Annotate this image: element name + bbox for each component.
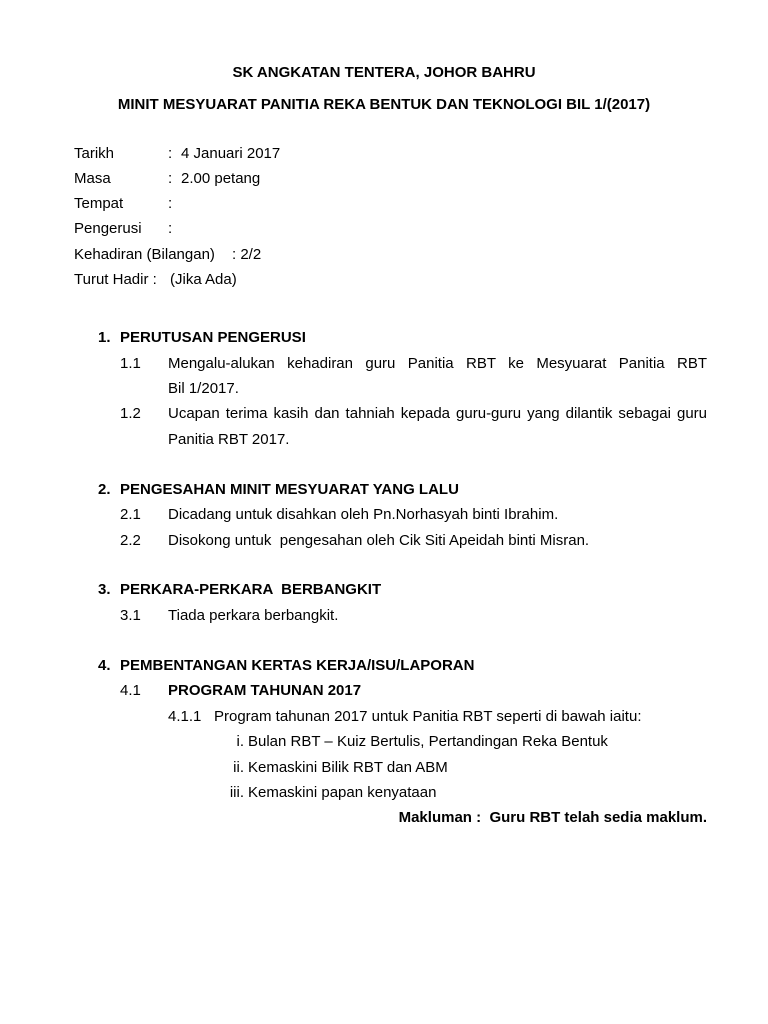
item-1-1-number: 1.1: [120, 355, 141, 372]
section-2-title: PENGESAHAN MINIT MESYUARAT YANG LALU: [120, 481, 459, 498]
pengerusi-label: Pengerusi: [74, 220, 142, 237]
tempat-sep: :: [168, 195, 173, 212]
item-1-1-text-cont: Bil 1/2017.: [168, 380, 239, 397]
list-item-number: i.: [236, 733, 244, 750]
item-3-1-text: Tiada perkara berbangkit.: [168, 607, 339, 624]
document-title: MINIT MESYUARAT PANITIA REKA BENTUK DAN TEKNOLOGI BIL 1/(2017): [117, 96, 651, 113]
section-3-number: 3.: [98, 581, 111, 598]
list-item-number: ii.: [233, 759, 244, 776]
item-2-1-text: Dicadang untuk disahkan oleh Pn.Norhasyah binti Ibrahim.: [168, 506, 559, 523]
list-item-text: Kemaskini Bilik RBT dan ABM: [248, 759, 448, 776]
masa-label: Masa: [74, 170, 111, 187]
item-1-2-text: Ucapan terima kasih dan tahniah kepada guru-guru yang dilantik sebagai guru: [168, 405, 707, 422]
turut-hadir-value: (Jika Ada): [170, 271, 237, 288]
masa-value: 2.00 petang: [181, 170, 261, 187]
masa-sep: :: [168, 170, 173, 187]
item-2-2-number: 2.2: [120, 532, 141, 549]
list-item-number: iii.: [229, 784, 244, 801]
item-4-1-1-number: 4.1.1: [168, 708, 202, 725]
item-1-2-number: 1.2: [120, 405, 141, 422]
section-2-number: 2.: [98, 481, 111, 498]
tempat-label: Tempat: [74, 195, 124, 212]
pengerusi-sep: :: [168, 220, 173, 237]
section-4-number: 4.: [98, 657, 111, 674]
section-3-title: PERKARA-PERKARA BERBANGKIT: [120, 581, 382, 598]
kehadiran-value: : 2/2: [232, 246, 262, 263]
turut-hadir-label: Turut Hadir :: [74, 271, 157, 288]
kehadiran-label: Kehadiran (Bilangan): [74, 246, 215, 263]
tarikh-label: Tarikh: [74, 145, 115, 162]
section-4-title: PEMBENTANGAN KERTAS KERJA/ISU/LAPORAN: [120, 657, 475, 674]
item-4-1-1-text: Program tahunan 2017 untuk Panitia RBT seperti di bawah iaitu:: [214, 708, 642, 725]
item-4-1-number: 4.1: [120, 682, 141, 699]
makluman-note: Makluman : Guru RBT telah sedia maklum.: [398, 809, 707, 826]
section-1-title: PERUTUSAN PENGERUSI: [120, 329, 306, 346]
list-item-text: Kemaskini papan kenyataan: [248, 784, 437, 801]
item-2-1-number: 2.1: [120, 506, 141, 523]
list-item-text: Bulan RBT – Kuiz Bertulis, Pertandingan Reka Bentuk: [248, 733, 608, 750]
school-name: SK ANGKATAN TENTERA, JOHOR BAHRU: [232, 64, 536, 81]
tarikh-value: 4 Januari 2017: [181, 145, 281, 162]
tarikh-sep: :: [168, 145, 173, 162]
item-1-1-text: Mengalu-alukan kehadiran guru Panitia RBT ke Mesyuarat Panitia RBT: [168, 355, 707, 372]
section-1-number: 1.: [98, 329, 111, 346]
item-4-1-title: PROGRAM TAHUNAN 2017: [168, 682, 362, 699]
item-1-2-text-cont: Panitia RBT 2017.: [168, 431, 290, 448]
item-2-2-text: Disokong untuk pengesahan oleh Cik Siti Apeidah binti Misran.: [168, 532, 590, 549]
item-3-1-number: 3.1: [120, 607, 141, 624]
